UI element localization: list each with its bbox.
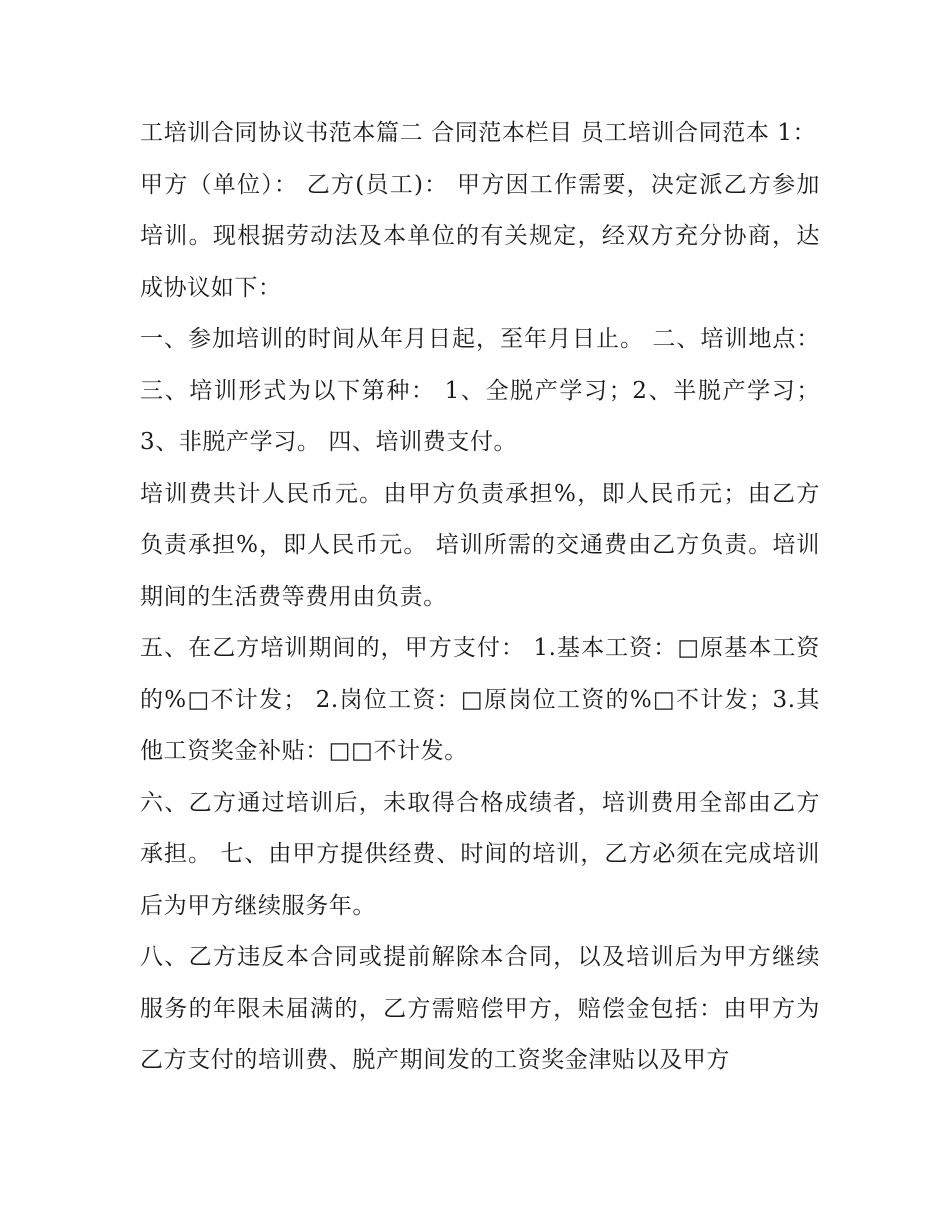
document-body xyxy=(140,108,820,1087)
paragraph-failure-service: 六、乙方通过培训后，未取得合格成绩者，培训费用全部由乙方承担。 七、由甲方提供经费、时间的培训，乙方必须在完成培训后为甲方继续服务年。 xyxy=(140,789,820,919)
paragraph-training-fees: 培训费共计人民币元。由甲方负责承担%，即人民币元；由乙方负责承担%，即人民币元。 培训所需的交通费由乙方负责。培训期间的生活费等费用由负责。 xyxy=(140,480,820,610)
paragraph-breach: 八、乙方违反本合同或提前解除本合同，以及培训后为甲方继续服务的年限未届满的，乙方需赔偿甲方，赔偿金包括：由甲方为乙方支付的培训费、脱产期间发的工资奖金津贴以及甲方 xyxy=(140,944,820,1073)
paragraph-training-terms: 一、参加培训的时间从年月日起，至年月日止。 二、培训地点： 三、培训形式为以下第种： 1、全脱产学习；2、半脱产学习；3、非脱产学习。 四、培训费支付。 xyxy=(140,326,820,455)
paragraph-parties: 甲方（单位）： 乙方(员工)： 甲方因工作需要，决定派乙方参加培训。现根据劳动法及本单位的有关规定，经双方充分协商，达成协议如下： xyxy=(140,171,820,301)
paragraph-title: 工培训合同协议书范本篇二 合同范本栏目 员工培训合同范本 1： xyxy=(140,120,817,146)
paragraph-wages: 五、在乙方培训期间的，甲方支付： 1.基本工资：□原基本工资的%□不计发； 2.岗位工资：□原岗位工资的%□不计发；3.其他工资奖金补贴：□□不计发。 xyxy=(140,635,820,764)
